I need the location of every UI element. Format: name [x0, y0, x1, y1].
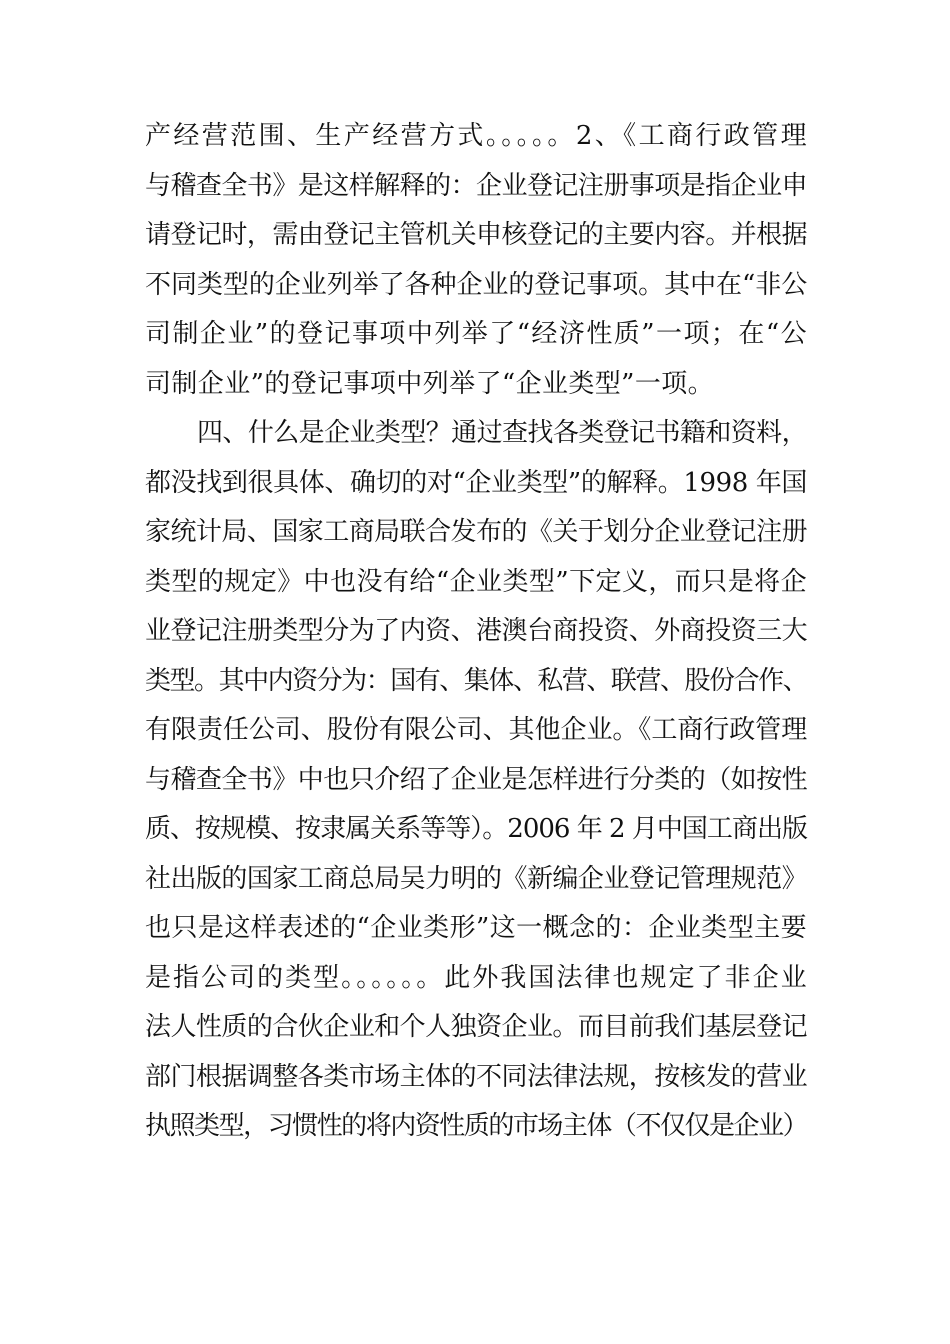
text-line: 部门根据调整各类市场主体的不同法律法规，按核发的营业: [145, 1061, 807, 1092]
text-line: 四、什么是企业类型？通过查找各类登记书籍和资料，: [197, 418, 807, 448]
text-line: 司制企业”的登记事项中列举了“经济性质”一项；在“公: [145, 319, 807, 349]
paragraph-1: [145, 112, 807, 409]
text-line: 质、按规模、按隶属关系等等）。2006 年 2 月中国工商出版: [145, 814, 807, 844]
text-line: 家统计局、国家工商局联合发布的《关于划分企业登记注册: [145, 517, 807, 547]
text-line: 类型的规定》中也没有给“企业类型”下定义，而只是将企: [145, 566, 807, 597]
text-line: 也只是这样表述的“企业类形”这一概念的：企业类型主要: [145, 913, 807, 943]
text-line: 法人性质的合伙企业和个人独资企业。而目前我们基层登记: [145, 1012, 807, 1042]
text-line: 执照类型，习惯性的将内资性质的市场主体（不仅仅是企业）: [145, 1111, 807, 1141]
text-line: 不同类型的企业列举了各种企业的登记事项。其中在“非公: [145, 269, 807, 300]
body-text: [145, 112, 807, 1152]
text-line: 与稽查全书》中也只介绍了企业是怎样进行分类的（如按性: [145, 764, 807, 795]
text-line: 有限责任公司、股份有限公司、其他企业。《工商行政管理: [145, 715, 807, 745]
text-line: 都没找到很具体、确切的对“企业类型”的解释。1998 年国: [145, 467, 807, 498]
text-line: 司制企业”的登记事项中列举了“企业类型”一项。: [145, 368, 715, 399]
text-line: 社出版的国家工商总局吴力明的《新编企业登记管理规范》: [145, 863, 807, 894]
paragraph-2: [145, 409, 807, 1152]
text-line: 产经营范围、生产经营方式。。。。。2、《工商行政管理: [145, 121, 807, 151]
text-line: 是指公司的类型。。。。。。此外我国法律也规定了非企业: [145, 962, 807, 993]
text-line: 请登记时，需由登记主管机关申核登记的主要内容。并根据: [145, 220, 807, 250]
text-line: 类型。其中内资分为：国有、集体、私营、联营、股份合作、: [145, 665, 807, 696]
text-line: 与稽查全书》是这样解释的：企业登记注册事项是指企业申: [145, 170, 807, 201]
text-line: 业登记注册类型分为了内资、港澳台商投资、外商投资三大: [145, 616, 807, 646]
